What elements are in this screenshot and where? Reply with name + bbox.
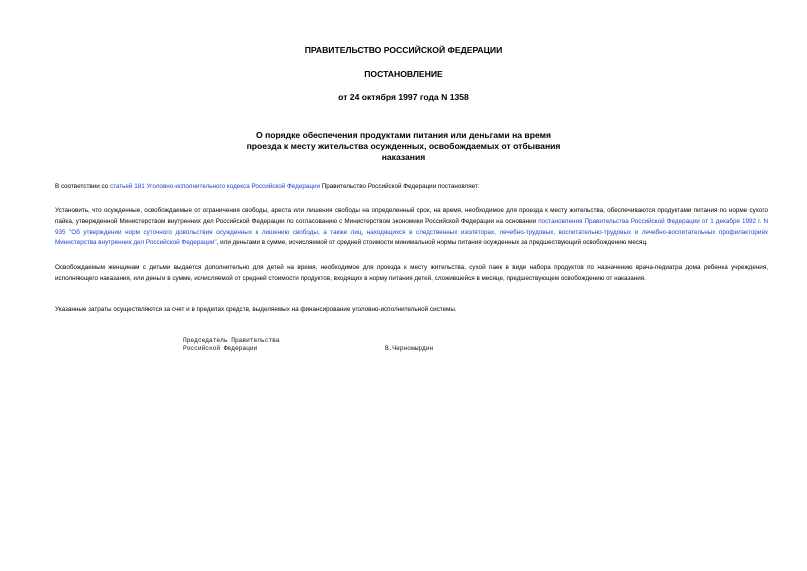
document-type-heading: ПОСТАНОВЛЕНИЕ bbox=[364, 69, 443, 79]
code-article-link[interactable]: статьей 181 Уголовно-исполнительного кодекса Российской Федерации bbox=[109, 183, 320, 190]
government-decree-link[interactable]: постановления Правительства Российской Федерации от 1 декабря 1992 г. N 935 "Об утверждении норм суточного довольствия осужденных к лишению свободы, а также лиц, находящихся в следственных изоляторах, лечебно-трудовых, воспитательно-трудовых и лечебно-воспитательных профилакториях Министерства внутренних дел Российской Федерации" bbox=[55, 217, 769, 247]
preamble-text-before: В соответствии со bbox=[55, 183, 110, 190]
paragraph-3-text: Указанные затраты осуществляются за счет и в пределах средств, выделяемых на финансирование уголовно-исполнительной системы. bbox=[55, 306, 457, 313]
paragraph-1-text-before: Установить, что осужденные, освобождаемые от ограничения свободы, ареста или лишения свободы на определенный срок, на время, необходимое для проезда к месту жительства, обеспечиваются продуктами питания по норме сухого пайка, утвержденной Министерством внутренних дел Российской Федерации по согласованию с Министерством экономики Российской Федерации на основании bbox=[55, 207, 768, 225]
preamble-paragraph bbox=[55, 182, 768, 193]
paragraph-3 bbox=[55, 305, 768, 316]
document-title bbox=[0, 130, 807, 164]
signature-position-line-2: Российской Федерации bbox=[183, 345, 258, 352]
date-number-heading: от 24 октября 1997 года N 1358 bbox=[338, 92, 469, 102]
signature-position-line-1: Председатель Правительства bbox=[183, 337, 280, 344]
preamble-text-after: Правительство Российской Федерации постановляет: bbox=[319, 183, 480, 190]
paragraph-1 bbox=[55, 206, 768, 249]
government-heading: ПРАВИТЕЛЬСТВО РОССИЙСКОЙ ФЕДЕРАЦИИ bbox=[304, 45, 503, 55]
title-line-2: проезда к месту жительства осужденных, освобождаемых от отбывания bbox=[246, 141, 561, 152]
title-line-1: О порядке обеспечения продуктами питания или деньгами на время bbox=[256, 130, 551, 140]
paragraph-2 bbox=[55, 263, 768, 285]
paragraph-2-text: Освобождаемым женщинам с детьми выдается дополнительно для детей на время, необходимое для проезда к месту жительства, сухой паек в виде набора продуктов по назначению врача-педиатра дома ребенка учреждения, исполняющего наказания, или деньги в сумме, исчисляемой от средней стоимости продуктов, входящих в норму питания детей, сложившейся в месяце, предшествующем освобождению от наказания. bbox=[55, 264, 768, 282]
paragraph-1-text-after: , или деньгами в сумме, исчисляемой от средней стоимости минимальной нормы питания осужденных за предшествующий освобождению месяц. bbox=[216, 239, 648, 247]
signature-name: В.Черномырдин bbox=[385, 345, 434, 352]
title-line-3: наказания bbox=[381, 152, 426, 163]
